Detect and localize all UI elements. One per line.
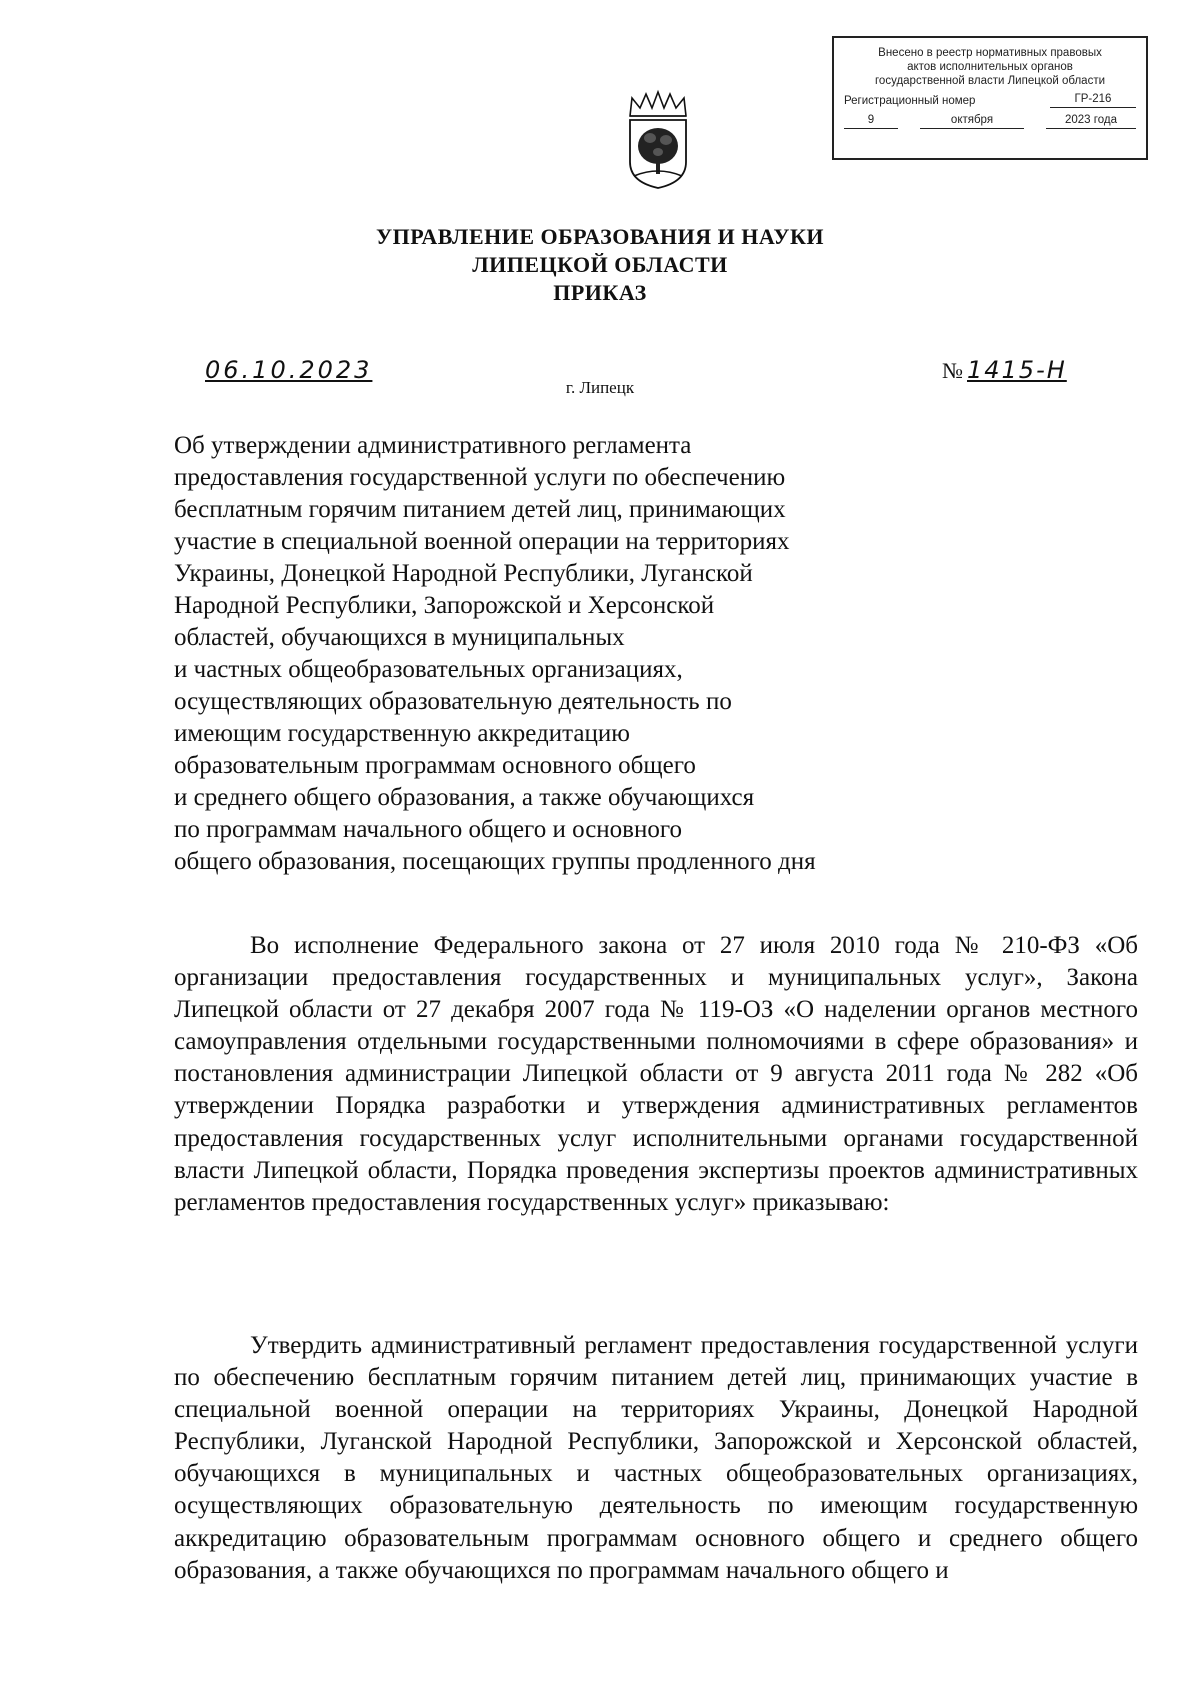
order-number-value: 1415-Н [967, 356, 1067, 384]
stamp-reg-number: ГР-216 [1050, 92, 1136, 108]
stamp-month: октября [920, 113, 1024, 129]
lipetsk-coat-of-arms-icon [620, 88, 696, 192]
document-type: ПРИКАЗ [553, 280, 647, 305]
title-line: и частных общеобразовательных организациях, [174, 656, 683, 683]
title-line: Народной Республики, Запорожской и Херсонской [174, 592, 715, 619]
order-title [174, 430, 934, 878]
order-date: 06.10.2023 [205, 356, 373, 384]
title-line: областей, обучающихся в муниципальных [174, 624, 625, 651]
title-line: участие в специальной военной операции на территориях [174, 528, 790, 555]
stamp-registration-row [844, 92, 1136, 108]
stamp-date-row [844, 113, 1136, 129]
title-line: образовательным программам основного общего [174, 752, 696, 779]
operative-paragraph: Утвердить административный регламент предоставления государственной услуги по обеспечению бесплатным горячим питанием детей лиц, принимающих участие в специальной военной операции на территориях Украины, Донецкой Народной Республики, Луганской Народной Республики, Запорожской и Херсонской областей, обучающихся в муниципальных и частных общеобразовательных организациях, осуществляющих образовательную деятельность по имеющим государственную аккредитацию образовательным программам основного общего и среднего общего образования, а также обучающихся по программам начального общего и [174, 1332, 1138, 1584]
preamble-paragraph: Во исполнение Федерального закона от 27 июля 2010 года № 210-ФЗ «Об организации предоставления государственных и муниципальных услуг», Закона Липецкой области от 27 декабря 2007 года № 119-ОЗ «О наделении органов местного самоуправления отдельными государственными полномочиями в сфере образования» и постановления администрации Липецкой области от 9 августа 2011 года № 282 «Об утверждении Порядка разработки и утверждения административных регламентов предоставления государственных услуг исполнительными органами государственной власти Липецкой области, Порядка проведения экспертизы проектов административных регламентов предоставления государственных услуг» приказываю: [174, 932, 1138, 1216]
stamp-line-1: Внесено в реестр нормативных правовых [878, 47, 1102, 59]
stamp-line-3: государственной власти Липецкой области [874, 75, 1106, 87]
order-city: г. Липецк [565, 378, 635, 397]
title-line: Об утверждении административного регламента [174, 432, 692, 459]
stamp-year: 2023 года [1046, 113, 1136, 129]
title-line: общего образования, посещающих группы продленного дня [174, 848, 816, 875]
title-line: имеющим государственную аккредитацию [174, 720, 630, 747]
stamp-reg-label: Регистрационный номер [844, 95, 976, 107]
title-line: предоставления государственной услуги по обеспечению [174, 464, 786, 491]
title-line: бесплатным горячим питанием детей лиц, принимающих [174, 496, 786, 523]
registry-stamp [832, 36, 1148, 160]
stamp-day: 9 [844, 113, 898, 129]
title-line: осуществляющих образовательную деятельность по [174, 688, 732, 715]
issuer-line-1: УПРАВЛЕНИЕ ОБРАЗОВАНИЯ И НАУКИ [375, 224, 825, 249]
title-line: Украины, Донецкой Народной Республики, Луганской [174, 560, 753, 587]
title-line: по программам начального общего и основного [174, 816, 682, 843]
title-line: и среднего общего образования, а также обучающихся [174, 784, 755, 811]
order-number-prefix: № [942, 358, 963, 383]
issuer-line-2: ЛИПЕЦКОЙ ОБЛАСТИ [472, 252, 728, 277]
stamp-line-2: актов исполнительных органов [907, 61, 1073, 73]
